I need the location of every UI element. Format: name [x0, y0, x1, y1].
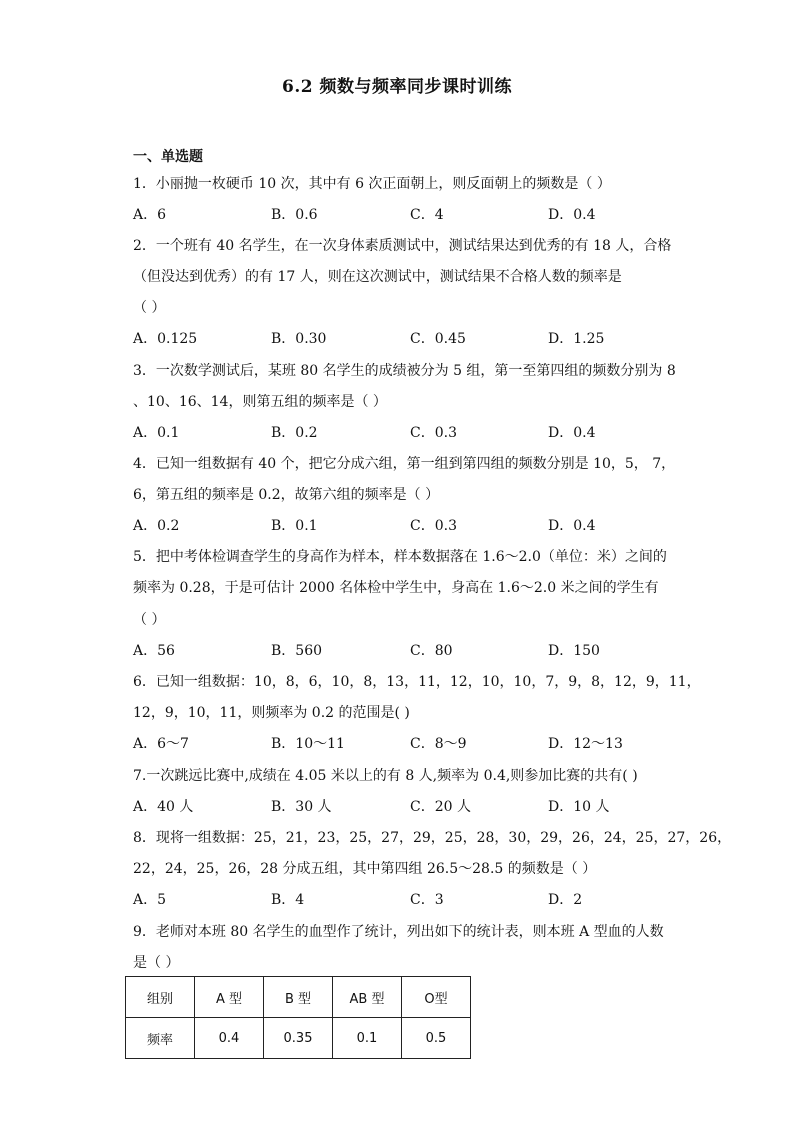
table-cell: A 型 — [195, 977, 264, 1018]
question-9-line-1: 9．老师对本班 80 名学生的血型作了统计，列出如下的统计表，则本班 A 型血的人数 — [133, 924, 664, 940]
option-d: D．0.4 — [548, 518, 596, 534]
option-b: B．0.2 — [271, 425, 318, 441]
option-d: D．12～13 — [548, 736, 623, 752]
question-3-line-1: 3．一次数学测试后，某班 80 名学生的成绩被分为 5 组，第一至第四组的频数分别为 8 — [133, 363, 676, 379]
table-cell: 0.5 — [402, 1018, 471, 1059]
question-5-line-3: （ ） — [133, 612, 166, 628]
option-a: A．56 — [133, 643, 175, 659]
question-2-line-2: （但没达到优秀）的有 17 人，则在这次测试中，测试结果不合格人数的频率是 — [133, 269, 622, 285]
option-d: D．1.25 — [548, 331, 605, 347]
table-cell: 频率 — [126, 1018, 195, 1059]
table-cell: B 型 — [264, 977, 333, 1018]
option-a: A．40 人 — [133, 799, 194, 815]
option-b: B．4 — [271, 892, 305, 908]
question-7-options — [133, 796, 673, 816]
option-d: D．150 — [548, 643, 600, 659]
question-5-line-2: 频率为 0.28，于是可估计 2000 名体检中学生中，身高在 1.6～2.0 米之间的学生有 — [133, 580, 659, 596]
question-9-line-2: 是（ ） — [133, 955, 180, 971]
option-a: A．0.1 — [133, 425, 180, 441]
option-b: B．0.1 — [271, 518, 318, 534]
table-cell: 0.35 — [264, 1018, 333, 1059]
option-d: D．10 人 — [548, 799, 610, 815]
question-6-options — [133, 733, 673, 753]
table-cell: 组别 — [126, 977, 195, 1018]
option-c: C．0.3 — [410, 425, 457, 441]
option-c: C．3 — [410, 892, 444, 908]
question-7-line-1: 7.一次跳远比赛中,成绩在 4.05 米以上的有 8 人,频率为 0.4,则参加比赛的共有( ) — [133, 768, 638, 784]
option-b: B．30 人 — [271, 799, 332, 815]
question-5-options — [133, 640, 673, 660]
question-6-line-2: 12，9，10，11，则频率为 0.2 的范围是( ) — [133, 705, 410, 721]
option-a: A．6 — [133, 207, 167, 223]
question-4-line-2: 6，第五组的频率是 0.2，故第六组的频率是（ ） — [133, 487, 440, 503]
option-c: C．20 人 — [410, 799, 471, 815]
option-d: D．0.4 — [548, 425, 596, 441]
question-1-line-1: 1．小丽抛一枚硬币 10 次，其中有 6 次正面朝上，则反面朝上的频数是（ ） — [133, 176, 611, 192]
section-heading: 一、单选题 — [133, 149, 203, 165]
option-c: C．4 — [410, 207, 444, 223]
question-2-line-3: （ ） — [133, 300, 166, 316]
option-b: B．10～11 — [271, 736, 345, 752]
option-c: C．0.45 — [410, 331, 466, 347]
question-1-options — [133, 204, 673, 224]
question-4-line-1: 4．已知一组数据有 40 个，把它分成六组，第一组到第四组的频数分别是 10，5， 7， — [133, 456, 676, 472]
question-3-line-2: 、10、16、14，则第五组的频率是（ ） — [133, 394, 387, 410]
question-5-line-1: 5．把中考体检调查学生的身高作为样本，样本数据落在 1.6～2.0（单位：米）之间的 — [133, 549, 667, 565]
option-c: C．80 — [410, 643, 453, 659]
option-a: A．6～7 — [133, 736, 189, 752]
table-cell: O型 — [402, 977, 471, 1018]
question-3-options — [133, 422, 673, 442]
table-cell: AB 型 — [333, 977, 402, 1018]
table-cell: 0.4 — [195, 1018, 264, 1059]
option-d: D．0.4 — [548, 207, 596, 223]
question-6-line-1: 6．已知一组数据：10，8，6，10，8，13，11，12，10，10，7，9，8，12，9，11， — [133, 674, 701, 690]
option-a: A．0.2 — [133, 518, 180, 534]
page-title: 6.2 频数与频率同步课时训练 — [282, 77, 512, 97]
question-4-options — [133, 515, 673, 535]
table-header-row — [126, 977, 471, 1018]
option-b: B．0.6 — [271, 207, 318, 223]
question-8-options — [133, 889, 673, 909]
option-a: A．0.125 — [133, 331, 198, 347]
option-c: C．0.3 — [410, 518, 457, 534]
question-8-line-1: 8．现将一组数据：25，21，23，25，27，29，25，28，30，29，26，24，25，27，26， — [133, 830, 732, 846]
question-2-options — [133, 328, 673, 348]
option-a: A．5 — [133, 892, 167, 908]
option-b: B．0.30 — [271, 331, 327, 347]
option-c: C．8～9 — [410, 736, 467, 752]
question-2-line-1: 2．一个班有 40 名学生，在一次身体素质测试中，测试结果达到优秀的有 18 人，合格 — [133, 238, 672, 254]
table-cell: 0.1 — [333, 1018, 402, 1059]
option-b: B．560 — [271, 643, 323, 659]
question-8-line-2: 22，24，25，26，28 分成五组，其中第四组 26.5～28.5 的频数是（ ） — [133, 861, 597, 877]
table-row — [126, 1018, 471, 1059]
option-d: D．2 — [548, 892, 583, 908]
blood-type-table — [125, 976, 471, 1059]
